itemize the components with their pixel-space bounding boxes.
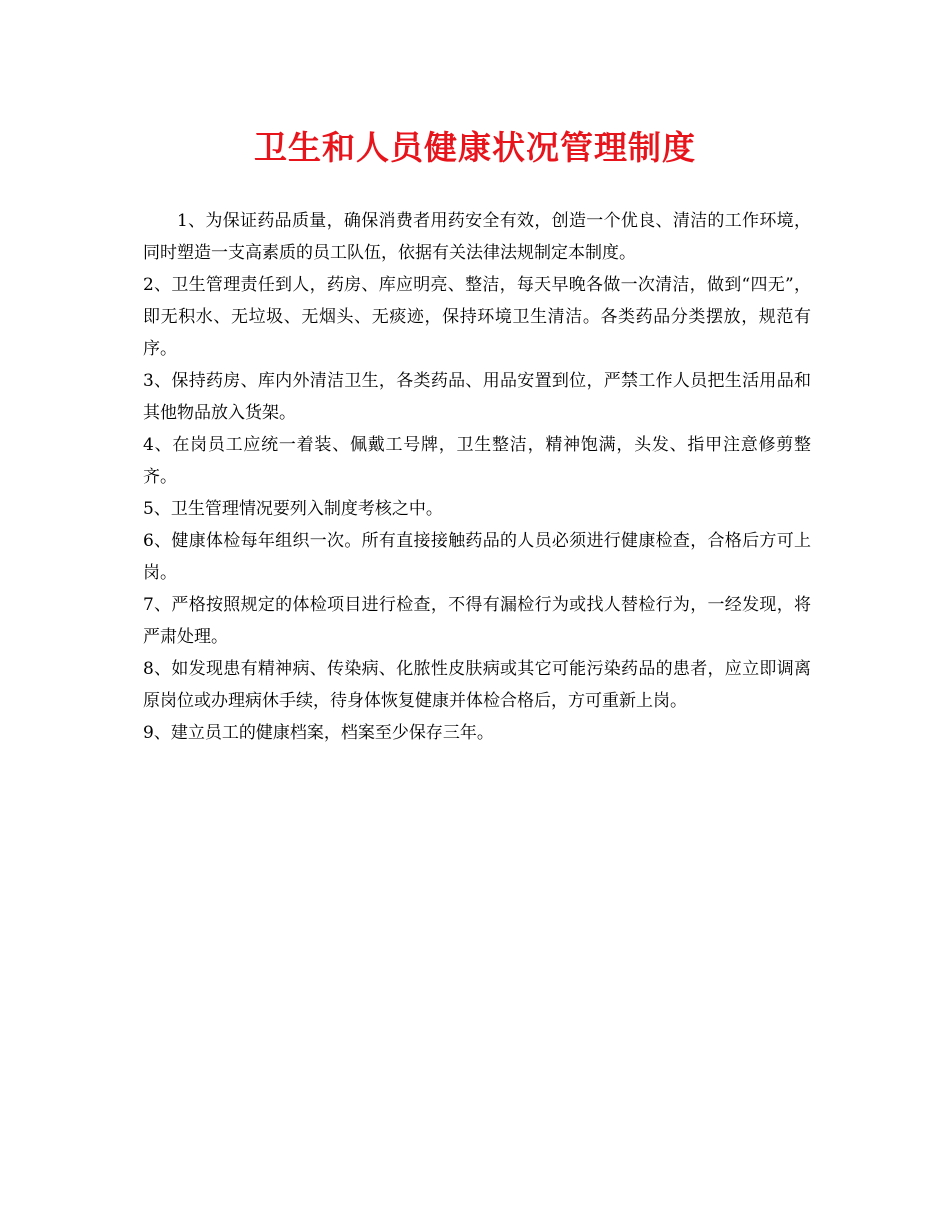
paragraph-5: 5、卫生管理情况要列入制度考核之中。	[143, 499, 443, 519]
paragraph-8: 8、如发现患有精神病、传染病、化脓性皮肤病或其它可能污染药品的患者，应立即调离原岗位或办理病休手续，待身体恢复健康并体检合格后，方可重新上岗。	[143, 659, 811, 711]
paragraph-7: 7、严格按照规定的体检项目进行检查，不得有漏检行为或找人替检行为，一经发现，将严肃处理。	[143, 595, 811, 647]
paragraph-4: 4、在岗员工应统一着装、佩戴工号牌，卫生整洁，精神饱满，头发、指甲注意修剪整齐。	[143, 435, 811, 487]
paragraph-9: 9、建立员工的健康档案，档案至少保存三年。	[143, 723, 494, 743]
document-title: 卫生和人员健康状况管理制度	[254, 128, 696, 167]
paragraph-6: 6、健康体检每年组织一次。所有直接接触药品的人员必须进行健康检查，合格后方可上岗。	[143, 531, 811, 583]
paragraph-1: 1、为保证药品质量，确保消费者用药安全有效，创造一个优良、清洁的工作环境，同时塑造一支高素质的员工队伍，依据有关法律法规制定本制度。	[143, 211, 811, 263]
paragraph-3: 3、保持药房、库内外清洁卫生，各类药品、用品安置到位，严禁工作人员把生活用品和其他物品放入货架。	[143, 371, 811, 423]
document-body	[143, 205, 811, 749]
paragraph-2: 2、卫生管理责任到人，药房、库应明亮、整洁，每天早晚各做一次清洁，做到“四无”，即无积水、无垃圾、无烟头、无痰迹，保持环境卫生清洁。各类药品分类摆放，规范有序。	[143, 275, 811, 359]
